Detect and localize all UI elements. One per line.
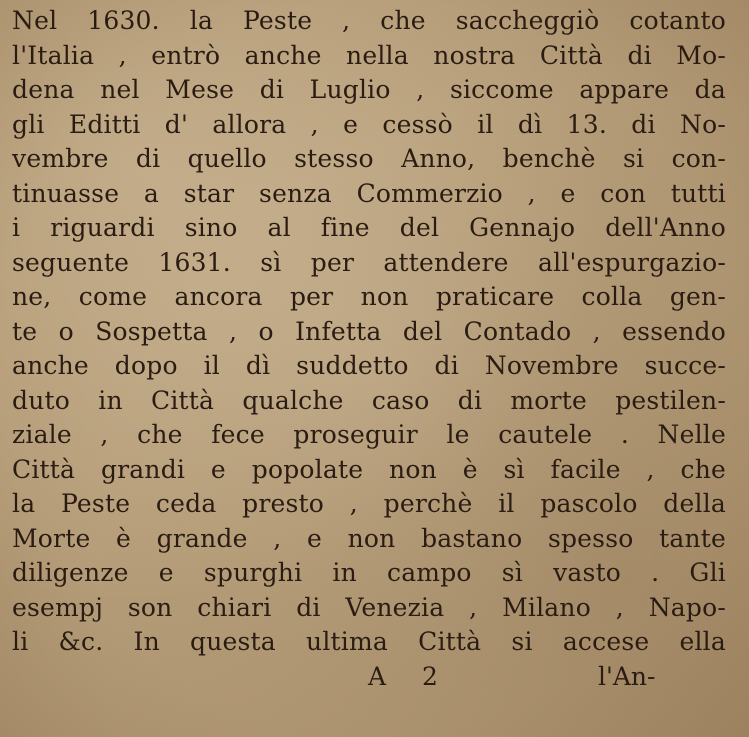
text-line: Nel 1630. la Peste , che saccheggiò cotanto <box>12 6 726 35</box>
text-line: l'Italia , entrò anche nella nostra Città di Mo- <box>12 40 726 70</box>
text-line: diligenze e spurghi in campo sì vasto . Gli <box>12 558 726 587</box>
text-line: duto in Città qualche caso di morte pestilen- <box>12 385 726 415</box>
catchword: l'An- <box>598 662 656 691</box>
text-line: seguente 1631. sì per attendere all'espurgazio- <box>12 247 726 277</box>
text-line: ne, come ancora per non praticare colla gen- <box>12 282 726 311</box>
text-line: anche dopo il dì suddetto di Novembre succe- <box>12 351 726 380</box>
text-line: te o Sospetta , o Infetta del Contado , essendo <box>12 316 726 346</box>
page-footer <box>0 662 749 702</box>
text-line: dena nel Mese di Luglio , siccome appare da <box>12 75 726 104</box>
signature-mark: A 2 <box>368 662 452 691</box>
text-line: gli Editti d' allora , e cessò il dì 13. di No- <box>12 109 726 139</box>
text-line: vembre di quello stesso Anno, benchè si con- <box>12 144 726 173</box>
text-line: tinuasse a star senza Commerzio , e con tutti <box>12 178 726 208</box>
text-line: i riguardi sino al fine del Gennajo dell'Anno <box>12 213 726 242</box>
text-line: Città grandi e popolate non è sì facile , che <box>12 454 726 484</box>
text-line: ziale , che fece proseguir le cautele . Nelle <box>12 420 726 449</box>
body-text <box>12 4 726 660</box>
text-line: esempj son chiari di Venezia , Milano , Napo- <box>12 592 726 622</box>
text-line: la Peste ceda presto , perchè il pascolo della <box>12 489 726 518</box>
text-line: li &c. In questa ultima Città si accese ella <box>12 627 726 656</box>
text-line: Morte è grande , e non bastano spesso tante <box>12 523 726 553</box>
